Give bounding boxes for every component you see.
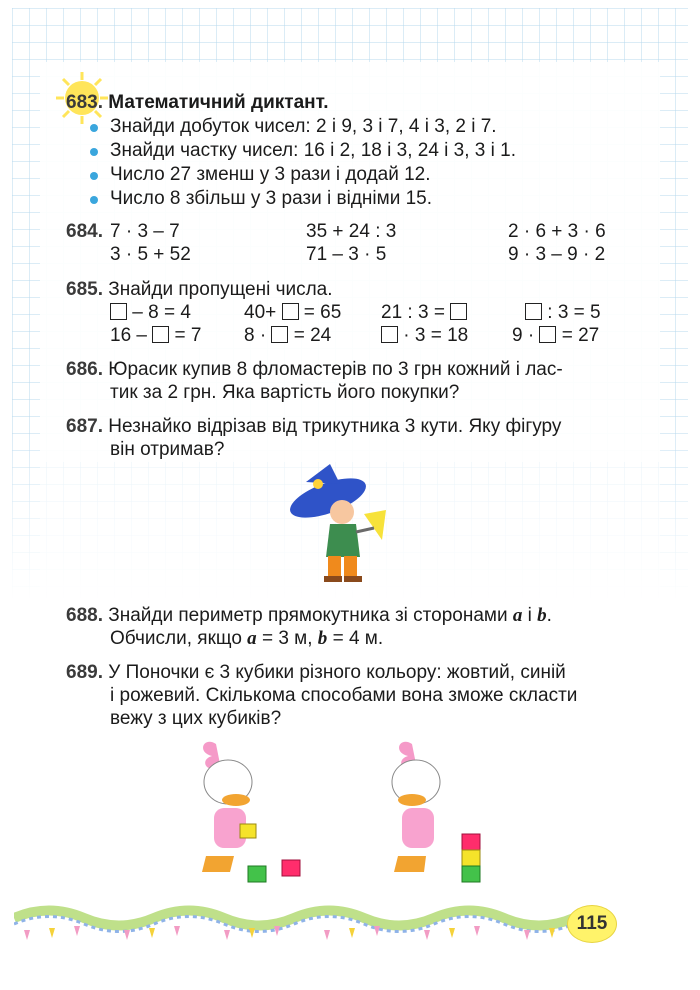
task-688-text: і <box>522 605 538 626</box>
duckling-with-cubes-illustration-left <box>186 738 306 888</box>
task-686-line-2: тик за 2 грн. Яка вартість його покупки? <box>110 382 460 403</box>
bullet <box>90 172 98 180</box>
boy-cutting-triangle-illustration <box>286 462 396 592</box>
task-685-number: 685. <box>66 279 103 300</box>
task-687-text: Незнайко відрізав від трикутника 3 кути. Яку фігуру <box>108 416 562 437</box>
task-686-text: Юрасик купив 8 фломастерів по 3 грн кожний і лас- <box>108 359 563 380</box>
equation-text: 8 · <box>244 325 272 346</box>
variable-a: a <box>512 605 523 626</box>
duckling-with-cubes-illustration-right <box>370 738 500 888</box>
task-689-line-1 <box>66 662 566 684</box>
equation-text: : 3 = 5 <box>542 302 601 323</box>
answer-box[interactable] <box>450 303 467 320</box>
variable-a: a <box>247 628 257 649</box>
equation <box>381 302 467 324</box>
task-689-number: 689. <box>66 662 103 683</box>
bullet <box>90 148 98 156</box>
task-689-line-3: вежу з цих кубиків? <box>110 708 282 729</box>
page-number: 115 <box>567 905 617 943</box>
task-688-text: = 3 м, <box>256 628 318 649</box>
bullet <box>90 124 98 132</box>
task-689-line-2: і рожевий. Скількома способами вона зможе скласти <box>110 685 578 706</box>
variable-b: b <box>317 628 328 649</box>
bullet <box>90 196 98 204</box>
equation-text: = 27 <box>556 325 600 346</box>
task-684-expr: 71 – 3 · 5 <box>306 244 387 265</box>
equation-text: – 8 = 4 <box>127 302 191 323</box>
equation <box>525 302 601 324</box>
task-683-number: 683. <box>66 92 103 113</box>
task-687-line-2: він отримав? <box>110 439 225 460</box>
task-689-text: У Поночки є 3 кубики різного кольору: жовтий, синій <box>108 662 566 683</box>
task-683-item-3: Число 27 зменш у 3 рази і додай 12. <box>110 164 431 185</box>
task-688-text: . <box>546 605 552 626</box>
equation-text: 40+ <box>244 302 282 323</box>
task-684-expr: 35 + 24 : 3 <box>306 221 397 242</box>
answer-box[interactable] <box>271 326 288 343</box>
task-684-number: 684. <box>66 221 103 242</box>
task-688-text: Знайди периметр прямокутника зі сторонами <box>108 605 513 626</box>
answer-box[interactable] <box>525 303 542 320</box>
answer-box[interactable] <box>539 326 556 343</box>
decorative-garland <box>14 898 574 948</box>
task-686-number: 686. <box>66 359 103 380</box>
answer-box[interactable] <box>110 303 127 320</box>
equation-text: = 7 <box>169 325 202 346</box>
answer-box[interactable] <box>381 326 398 343</box>
task-688-text: = 4 м. <box>327 628 384 649</box>
equation <box>244 325 331 347</box>
task-687-number: 687. <box>66 416 103 437</box>
equation <box>381 325 468 347</box>
equation <box>110 302 191 324</box>
answer-box[interactable] <box>152 326 169 343</box>
task-683-header <box>66 92 329 114</box>
task-684-expr: 9 · 3 – 9 · 2 <box>508 244 606 265</box>
task-684-expr: 2 · 6 + 3 · 6 <box>508 221 606 242</box>
task-686-line-1 <box>66 359 563 381</box>
task-688-line-2 <box>110 628 383 650</box>
variable-b: b <box>537 605 547 626</box>
task-683-item-4: Число 8 збільш у 3 рази і відніми 15. <box>110 188 433 209</box>
equation <box>110 325 202 347</box>
task-685-header <box>66 279 333 301</box>
equation-text: 21 : 3 = <box>381 302 451 323</box>
equation-text: 16 – <box>110 325 153 346</box>
equation <box>512 325 599 347</box>
task-683-title: Математичний диктант. <box>108 92 329 113</box>
task-685-title: Знайди пропущені числа. <box>108 279 333 300</box>
equation <box>244 302 341 324</box>
task-688-line-1 <box>66 605 552 627</box>
task-683-item-1: Знайди добуток чисел: 2 і 9, 3 і 7, 4 і 3, 2 і 7. <box>110 116 497 137</box>
task-683-item-2: Знайди частку чисел: 16 і 2, 18 і 3, 24 і 3, 3 і 1. <box>110 140 516 161</box>
equation-text: = 65 <box>298 302 342 323</box>
task-688-text: Обчисли, якщо <box>110 628 248 649</box>
task-688-number: 688. <box>66 605 103 626</box>
task-687-line-1 <box>66 416 561 438</box>
equation-text: 9 · <box>512 325 540 346</box>
task-684-expr: 3 · 5 + 52 <box>110 244 191 265</box>
task-684-expr: 7 · 3 – 7 <box>110 221 180 242</box>
equation-text: = 24 <box>288 325 332 346</box>
equation-text: · 3 = 18 <box>398 325 469 346</box>
answer-box[interactable] <box>282 303 299 320</box>
